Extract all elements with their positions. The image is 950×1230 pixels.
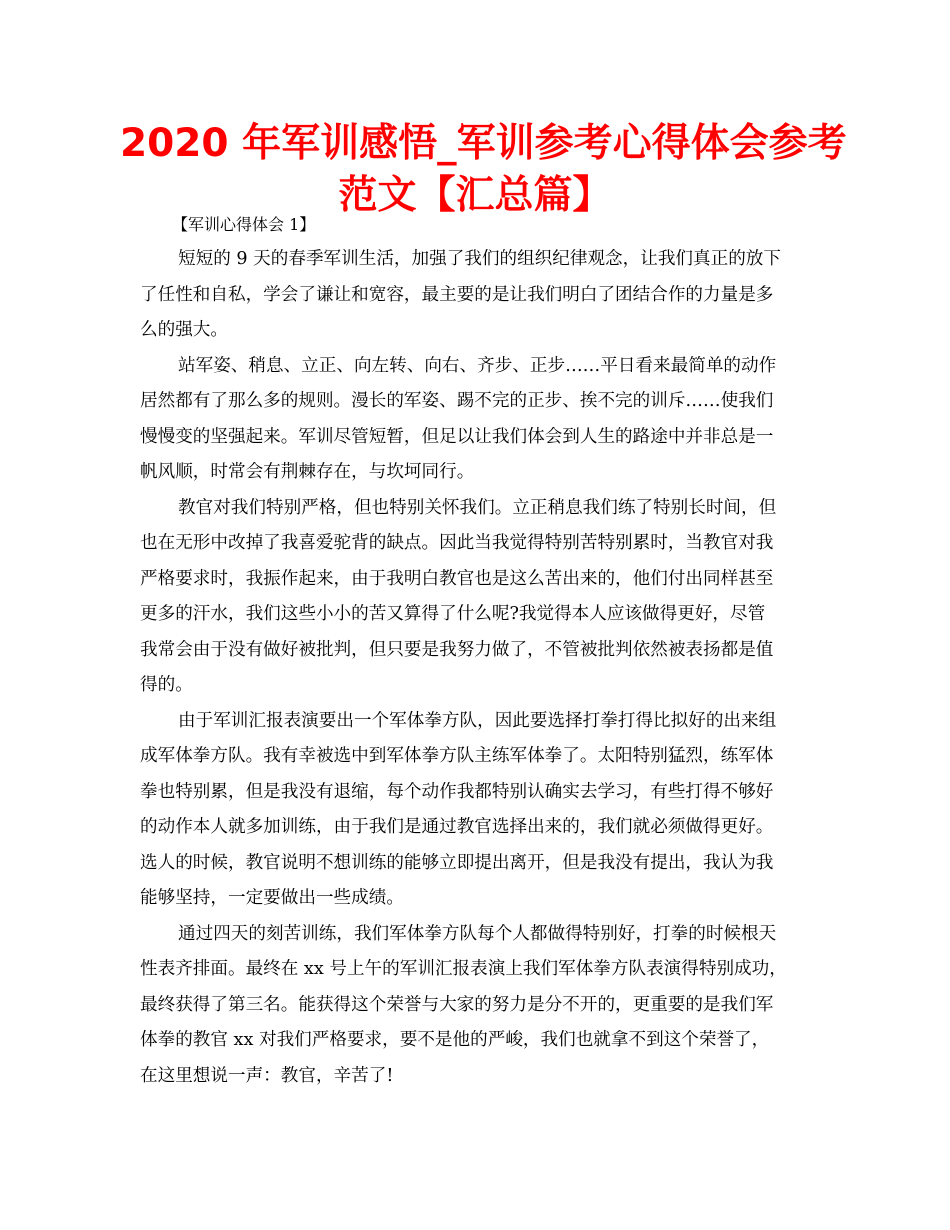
text-line: 由于军训汇报表演要出一个军体拳方队，因此要选择打拳打得比拟好的出来组 (178, 710, 777, 731)
text-line: 短短的 9 天的春季军训生活，加强了我们的组织纪律观念，让我们真正的放下 (178, 249, 781, 269)
text-line: 严格要求时，我振作起来，由于我明白教官也是这么苦出来的，他们付出同样甚至 (140, 568, 774, 589)
text-line: 选人的时候，教官说明不想训练的能够立即提出离开，但是我没有提出，我认为我 (140, 852, 774, 873)
text-line: 性表齐排面。最终在 xx 号上午的军训汇报表演上我们军体拳方队表演得特别成功， (140, 959, 787, 979)
paragraph-3 (140, 491, 810, 704)
text-line: 通过四天的刻苦训练，我们军体拳方队每个人都做得特别好，打拳的时候根天 (178, 923, 777, 944)
text-line: 的动作本人就多加训练，由于我们是通过教官选择出来的，我们就必须做得更好。 (140, 817, 774, 837)
paragraph-5 (140, 917, 810, 1095)
text-line: 在这里想说一声：教官，辛苦了! (140, 1065, 394, 1086)
text-line: 居然都有了那么多的规则。漫长的军姿、踢不完的正步、挨不完的训斥……使我们 (140, 391, 774, 411)
text-line: 成军体拳方队。我有幸被选中到军体拳方队主练军体拳了。太阳特别猛烈，练军体 (140, 746, 774, 766)
text-line: 得的。 (140, 675, 193, 695)
text-line: 帆风顺，时常会有荆棘存在，与坎坷同行。 (140, 462, 475, 482)
text-line: 慢慢变的坚强起来。军训尽管短暂，但足以让我们体会到人生的路途中并非总是一 (140, 426, 774, 447)
title-line: 范文【汇总篇】 (338, 173, 612, 218)
paragraph-1 (140, 242, 810, 349)
text-line: 了任性和自私，学会了谦让和宽容，最主要的是让我们明白了团结合作的力量是多 (140, 284, 774, 305)
text-line: 教官对我们特别严格，但也特别关怀我们。立正稍息我们练了特别长时间，但 (178, 497, 777, 518)
text-line: 我常会由于没有做好被批判，但只要是我努力做了，不管被批判依然被表扬都是值 (140, 639, 774, 660)
text-line: 么的强大。 (140, 320, 228, 340)
text-line: 体拳的教官 xx 对我们严格要求，要不是他的严峻，我们也就拿不到这个荣誉了， (140, 1030, 770, 1050)
paragraph-2 (140, 349, 810, 491)
text-line: 能够坚持，一定要做出一些成绩。 (140, 888, 404, 908)
text-line: 更多的汗水，我们这些小小的苦又算得了什么呢?我觉得本人应该做得更好，尽管 (140, 604, 766, 624)
text-line: 拳也特别累，但是我没有退缩，每个动作我都特别认确实去学习，有些打得不够好 (140, 781, 774, 802)
document-body (140, 214, 810, 1094)
title-line: 2020 年军训感悟_军训参考心得体会参考 (120, 121, 847, 166)
paragraph-4 (140, 704, 810, 917)
document-title (120, 118, 847, 222)
section-heading: 【军训心得体会 1】 (172, 215, 316, 234)
text-line: 也在无形中改掉了我喜爱驼背的缺点。因此当我觉得特别苦特别累时，当教官对我 (140, 533, 774, 553)
text-line: 站军姿、稍息、立正、向左转、向右、齐步、正步……平日看来最简单的动作 (178, 355, 777, 376)
text-line: 最终获得了第三名。能获得这个荣誉与大家的努力是分不开的，更重要的是我们军 (140, 994, 774, 1015)
